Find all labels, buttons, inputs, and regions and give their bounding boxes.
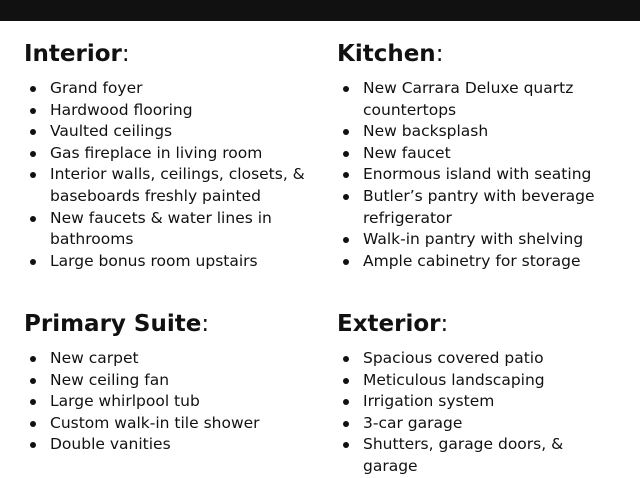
list-item: Large whirlpool tub bbox=[24, 391, 309, 413]
kitchen-heading bbox=[337, 38, 637, 70]
list-item: Enormous island with seating bbox=[337, 164, 622, 186]
list-item: 3-car garage bbox=[337, 413, 622, 435]
list-item: Butler’s pantry with beverage refrigerator bbox=[337, 186, 622, 229]
kitchen-heading-colon: : bbox=[435, 41, 444, 67]
list-item: New Carrara Deluxe quartz countertops bbox=[337, 78, 622, 121]
interior-feature-list bbox=[24, 78, 324, 272]
kitchen-feature-list bbox=[337, 78, 637, 272]
list-item: Grand foyer bbox=[24, 78, 309, 100]
top-banner-bar bbox=[0, 0, 640, 21]
list-item: Shutters, garage doors, & garage bbox=[337, 434, 622, 477]
list-item: New ceiling fan bbox=[24, 370, 309, 392]
primary-suite-feature-list bbox=[24, 348, 324, 456]
exterior-heading-title: Exterior bbox=[337, 311, 441, 337]
list-item: New faucets & water lines in bathrooms bbox=[24, 208, 309, 251]
interior-heading-title: Interior bbox=[24, 41, 122, 67]
list-item: Large bonus room upstairs bbox=[24, 251, 309, 273]
list-item: New backsplash bbox=[337, 121, 622, 143]
primary-suite-heading-colon: : bbox=[201, 311, 210, 337]
list-item: Vaulted ceilings bbox=[24, 121, 309, 143]
list-item: Custom walk-in tile shower bbox=[24, 413, 309, 435]
primary-suite-section bbox=[24, 308, 324, 456]
list-item: New faucet bbox=[337, 143, 622, 165]
list-item: Spacious covered patio bbox=[337, 348, 622, 370]
list-item: Irrigation system bbox=[337, 391, 622, 413]
interior-section bbox=[24, 38, 324, 272]
interior-heading-colon: : bbox=[121, 41, 130, 67]
kitchen-heading-title: Kitchen bbox=[337, 41, 436, 67]
exterior-feature-list bbox=[337, 348, 637, 478]
interior-heading bbox=[24, 38, 324, 70]
list-item: Ample cabinetry for storage bbox=[337, 251, 622, 273]
list-item: Hardwood flooring bbox=[24, 100, 309, 122]
list-item: Double vanities bbox=[24, 434, 309, 456]
exterior-heading-colon: : bbox=[440, 311, 449, 337]
kitchen-section bbox=[337, 38, 637, 272]
primary-suite-heading-title: Primary Suite bbox=[24, 311, 202, 337]
list-item: Meticulous landscaping bbox=[337, 370, 622, 392]
list-item: New carpet bbox=[24, 348, 309, 370]
list-item: Gas fireplace in living room bbox=[24, 143, 309, 165]
exterior-heading bbox=[337, 308, 637, 340]
list-item: Walk-in pantry with shelving bbox=[337, 229, 622, 251]
list-item: Interior walls, ceilings, closets, & baseboards freshly painted bbox=[24, 164, 309, 207]
exterior-section bbox=[337, 308, 637, 478]
primary-suite-heading bbox=[24, 308, 324, 340]
